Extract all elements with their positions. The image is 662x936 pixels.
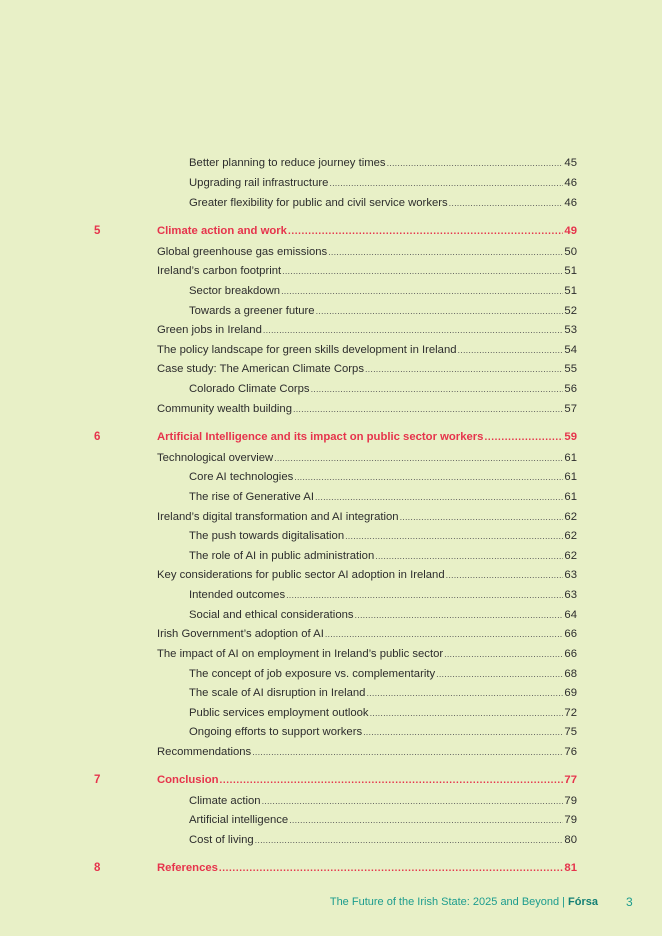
toc-entry-page: 62 [564,511,577,523]
toc-entry-page: 75 [564,726,577,738]
toc-entry-page: 79 [564,795,577,807]
dot-leader [289,811,563,829]
toc-entry-title: Better planning to reduce journey times [189,157,386,169]
toc-entry-page: 55 [564,363,577,375]
toc-entry-title: The concept of job exposure vs. complementarity [189,668,436,680]
toc-entry-page: 66 [564,648,577,660]
chapter-title: References [157,862,218,874]
dot-leader [328,243,563,261]
page-number: 3 [626,895,633,909]
toc-entry-title: Key considerations for public sector AI adoption in Ireland [157,569,445,581]
toc-entry-title: Ireland’s digital transformation and AI integration [157,511,399,523]
chapter-number: 5 [94,225,101,237]
dot-leader [262,792,564,810]
dot-leader [484,429,563,447]
toc-entry-title: The policy landscape for green skills development in Ireland [157,344,457,356]
toc-entry-social-ethical[interactable] [0,605,662,623]
toc-entry-title: Social and ethical considerations [189,609,354,621]
toc-entry-cost-of-living[interactable] [0,830,662,848]
dot-leader [316,302,564,320]
toc-entry-artificial-intelligence[interactable] [0,810,662,828]
document-title: The Future of the Irish State: 2025 and Beyond [329,896,560,908]
toc-entry-page: 76 [564,746,577,758]
chapter-number: 8 [94,862,101,874]
dot-leader [436,665,563,683]
dot-leader [365,360,563,378]
dot-leader [286,586,563,604]
toc-entry-community-wealth[interactable] [0,399,662,417]
toc-entry-better-planning[interactable] [0,153,662,171]
toc-entry-page: 51 [564,285,577,297]
dot-leader [355,606,564,624]
chapter-page: 49 [564,225,577,237]
toc-entry-page: 46 [564,177,577,189]
toc-entry-title: The impact of AI on employment in Ireland’s public sector [157,648,444,660]
dot-leader [274,449,563,467]
toc-entry-intended-outcomes[interactable] [0,585,662,603]
toc-entry-greater-flexibility[interactable] [0,193,662,211]
dot-leader [252,743,563,761]
dot-leader [363,723,563,741]
toc-entry-page: 66 [564,628,577,640]
toc-entry-page: 46 [564,197,577,209]
dot-leader [288,223,563,241]
toc-entry-title: Technological overview [157,452,274,464]
toc-entry-role-of-ai[interactable] [0,546,662,564]
dot-leader [444,645,563,663]
dot-leader [219,860,564,878]
toc-entry-page: 56 [564,383,577,395]
toc-entry-page: 63 [564,589,577,601]
toc-entry-title: The scale of AI disruption in Ireland [189,687,366,699]
toc-entry-page: 61 [564,491,577,503]
toc-entry-title: Upgrading rail infrastructure [189,177,329,189]
toc-entry-colorado-climate-corps[interactable] [0,379,662,397]
toc-entry-greener-future[interactable] [0,301,662,319]
chapter-title: Climate action and work [157,225,287,237]
toc-entry-support-workers[interactable] [0,722,662,740]
toc-entry-page: 68 [564,668,577,680]
dot-leader [325,625,564,643]
dot-leader [366,684,563,702]
toc-entry-page: 62 [564,550,577,562]
dot-leader [387,154,564,172]
toc-entry-title: Intended outcomes [189,589,286,601]
toc-entry-title: Greater flexibility for public and civil service workers [189,197,448,209]
brand-name: Fórsa [568,896,598,908]
toc-entry-title: Irish Government’s adoption of AI [157,628,324,640]
toc-entry-policy-landscape[interactable] [0,340,662,358]
page-footer [330,893,598,911]
dot-leader [458,341,564,359]
toc-entry-title: Ongoing efforts to support workers [189,726,363,738]
chapter-number: 7 [94,774,101,786]
toc-entry-title: Public services employment outlook [189,707,369,719]
toc-entry-page: 62 [564,530,577,542]
toc-entry-government-adoption[interactable] [0,624,662,642]
toc-entry-core-ai[interactable] [0,467,662,485]
dot-leader [375,547,563,565]
toc-entry-push-digitalisation[interactable] [0,526,662,544]
dot-leader [329,174,563,192]
toc-entry-ai-disruption[interactable] [0,683,662,701]
toc-chapter-7[interactable] [0,771,662,789]
toc-entry-carbon-footprint[interactable] [0,261,662,279]
toc-entry-page: 45 [564,157,577,169]
toc-entry-page: 61 [564,471,577,483]
toc-entry-page: 63 [564,569,577,581]
toc-entry-green-jobs[interactable] [0,320,662,338]
toc-entry-climate-action[interactable] [0,791,662,809]
toc-entry-title: Recommendations [157,746,252,758]
toc-entry-page: 50 [564,246,577,258]
dot-leader [315,488,563,506]
toc-entry-title: The rise of Generative AI [189,491,314,503]
toc-entry-page: 61 [564,452,577,464]
dot-leader [311,380,564,398]
dot-leader [220,772,564,790]
toc-entry-key-considerations[interactable] [0,565,662,583]
toc-entry-page: 80 [564,834,577,846]
dot-leader [370,704,564,722]
dot-leader [400,508,564,526]
toc-entry-title: The role of AI in public administration [189,550,375,562]
toc-entry-title: Sector breakdown [189,285,281,297]
toc-entry-impact-employment[interactable] [0,644,662,662]
chapter-page: 81 [564,862,577,874]
toc-entry-title: Climate action [189,795,261,807]
toc-entry-page: 72 [564,707,577,719]
toc-entry-case-study[interactable] [0,359,662,377]
toc-entry-page: 79 [564,814,577,826]
toc-entry-generative-ai[interactable] [0,487,662,505]
dot-leader [282,262,563,280]
toc-entry-page: 53 [564,324,577,336]
toc-entry-page: 52 [564,305,577,317]
toc-entry-page: 64 [564,609,577,621]
chapter-title: Conclusion [157,774,219,786]
toc-entry-page: 51 [564,265,577,277]
toc-entry-title: Green jobs in Ireland [157,324,262,336]
toc-entry-title: Case study: The American Climate Corps [157,363,364,375]
toc-entry-page: 54 [564,344,577,356]
footer-separator: | [562,896,566,908]
toc-chapter-5[interactable] [0,222,662,240]
chapter-number: 6 [94,431,101,443]
toc-entry-sector-breakdown[interactable] [0,281,662,299]
chapter-page: 59 [564,431,577,443]
toc-entry-title: Artificial intelligence [189,814,289,826]
toc-entry-digital-transformation[interactable] [0,507,662,525]
toc-entry-title: Ireland’s carbon footprint [157,265,282,277]
dot-leader [281,282,563,300]
dot-leader [446,566,564,584]
dot-leader [345,527,563,545]
toc-entry-recommendations[interactable] [0,742,662,760]
dot-leader [294,468,563,486]
toc-entry-title: Cost of living [189,834,254,846]
dot-leader [255,831,564,849]
dot-leader [449,194,564,212]
toc-entry-title: Community wealth building [157,403,293,415]
toc-chapter-6[interactable] [0,428,662,446]
toc-entry-global-emissions[interactable] [0,242,662,260]
chapter-title: Artificial Intelligence and its impact on public sector workers [157,431,484,443]
chapter-page: 77 [564,774,577,786]
toc-entry-title: Towards a greener future [189,305,315,317]
toc-entry-title: Colorado Climate Corps [189,383,310,395]
toc-entry-title: Global greenhouse gas emissions [157,246,328,258]
toc-entry-page: 69 [564,687,577,699]
toc-entry-employment-outlook[interactable] [0,703,662,721]
toc-chapter-8[interactable] [0,859,662,877]
toc-entry-title: The push towards digitalisation [189,530,345,542]
dot-leader [263,321,564,339]
toc-entry-title: Core AI technologies [189,471,294,483]
toc-entry-job-exposure[interactable] [0,664,662,682]
toc-entry-technological-overview[interactable] [0,448,662,466]
toc-entry-page: 57 [564,403,577,415]
dot-leader [293,400,563,418]
toc-entry-upgrading-rail[interactable] [0,173,662,191]
